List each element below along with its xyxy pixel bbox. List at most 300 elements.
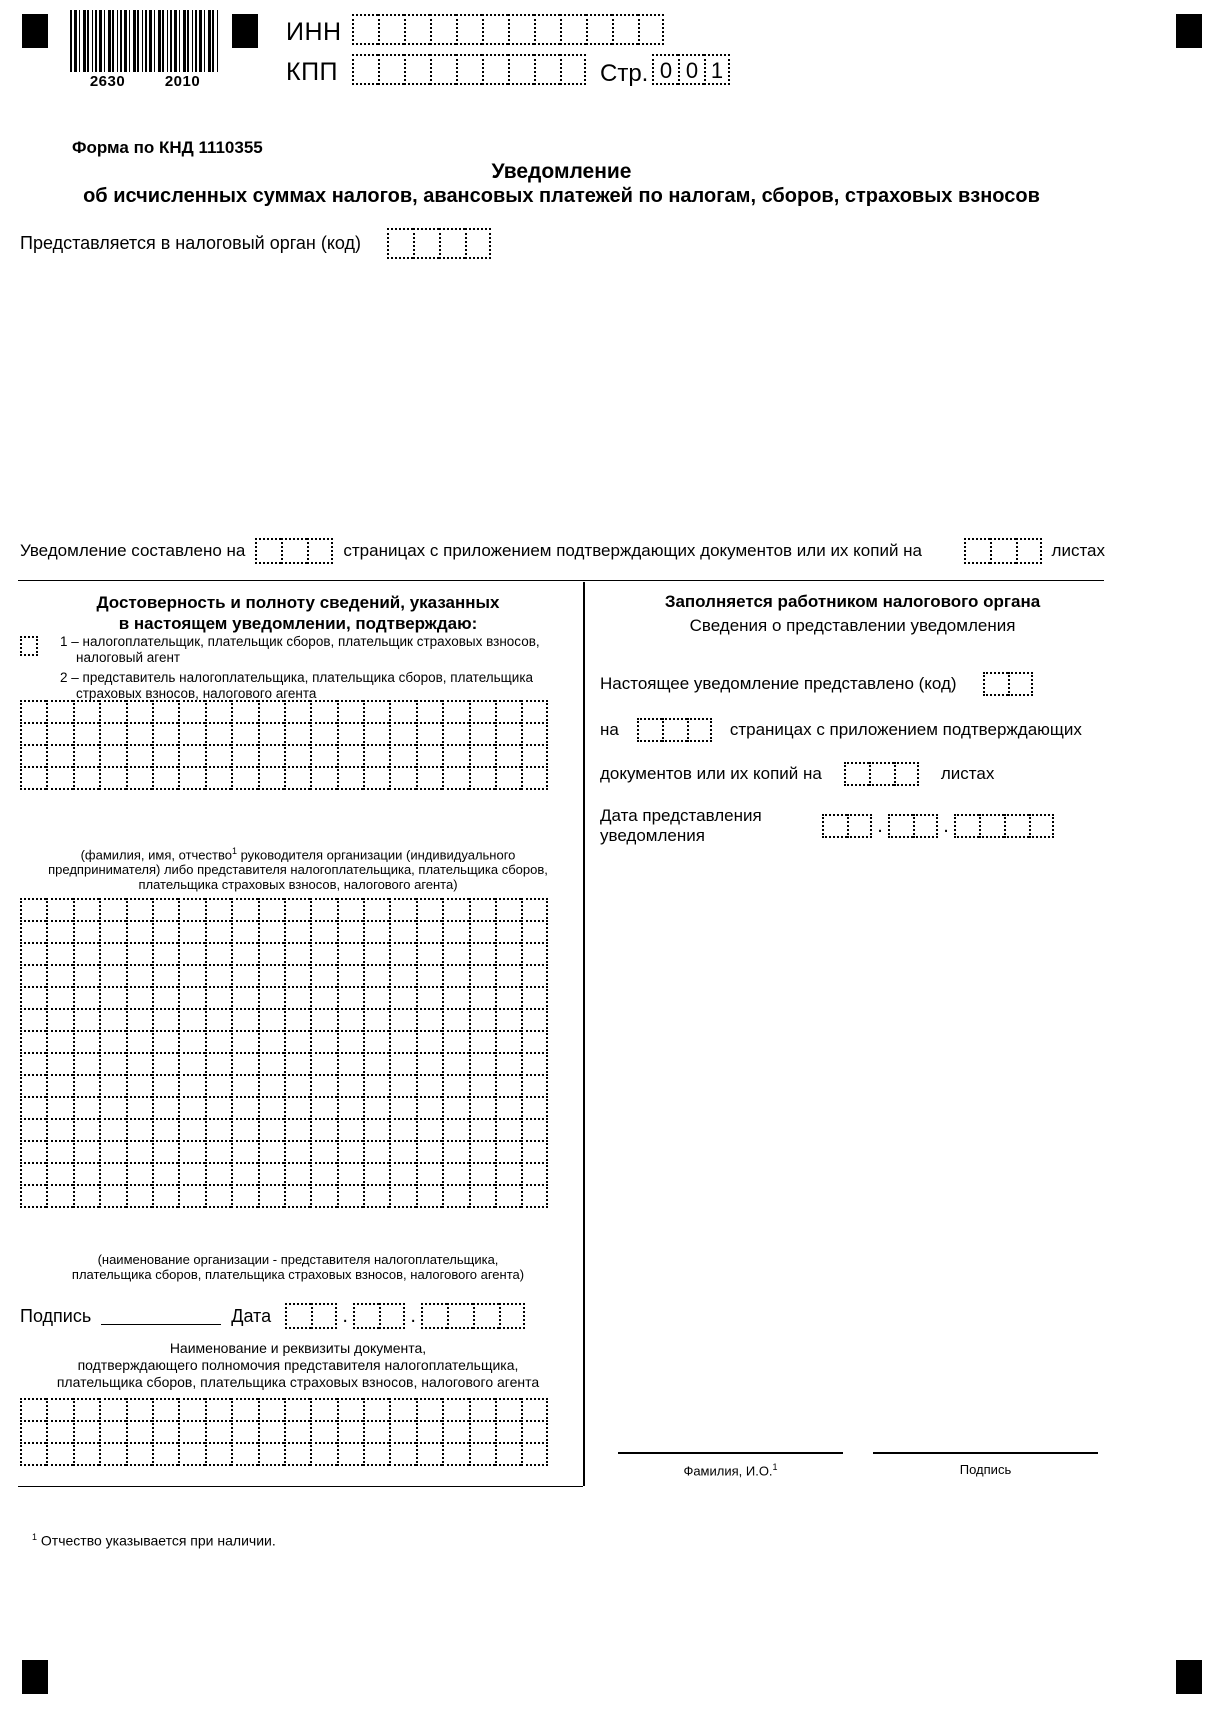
cell[interactable] — [258, 1420, 284, 1444]
cell[interactable] — [495, 722, 521, 746]
cell[interactable] — [495, 898, 521, 922]
cell[interactable] — [1016, 538, 1042, 564]
cell[interactable] — [416, 986, 442, 1010]
cell[interactable] — [499, 1303, 525, 1329]
cell[interactable] — [258, 986, 284, 1010]
cell[interactable] — [73, 1052, 99, 1076]
cell-row[interactable] — [20, 1096, 548, 1120]
cell[interactable] — [284, 1140, 310, 1164]
cell[interactable] — [178, 1096, 204, 1120]
cell[interactable] — [310, 1118, 336, 1142]
cell[interactable] — [337, 1140, 363, 1164]
cell[interactable] — [586, 14, 612, 45]
cell[interactable] — [404, 54, 430, 85]
cell[interactable] — [521, 722, 547, 746]
cell[interactable] — [205, 1030, 231, 1054]
cell-row[interactable] — [20, 1398, 548, 1422]
cell[interactable] — [337, 1096, 363, 1120]
cell[interactable] — [46, 986, 72, 1010]
cell[interactable] — [20, 986, 46, 1010]
cell[interactable] — [46, 1008, 72, 1032]
cell[interactable] — [389, 1052, 415, 1076]
cell-row[interactable] — [20, 1052, 548, 1076]
cell[interactable] — [258, 920, 284, 944]
signature-date-year-input[interactable] — [421, 1303, 525, 1329]
cell[interactable] — [310, 1442, 336, 1466]
cell[interactable] — [442, 1398, 468, 1422]
cell[interactable] — [638, 14, 664, 45]
representative-organization-input[interactable] — [20, 898, 548, 1208]
cell[interactable] — [231, 1074, 257, 1098]
cell[interactable] — [73, 942, 99, 966]
cell[interactable] — [258, 766, 284, 790]
cell[interactable] — [284, 722, 310, 746]
cell[interactable] — [521, 1140, 547, 1164]
cell[interactable] — [442, 1096, 468, 1120]
cell[interactable] — [284, 898, 310, 922]
cell[interactable] — [20, 722, 46, 746]
cell[interactable] — [284, 986, 310, 1010]
cell[interactable] — [258, 898, 284, 922]
cell[interactable] — [378, 14, 404, 45]
cell[interactable] — [46, 1162, 72, 1186]
cell[interactable] — [258, 1096, 284, 1120]
cell[interactable] — [416, 1442, 442, 1466]
cell[interactable] — [310, 964, 336, 988]
cell[interactable] — [178, 1140, 204, 1164]
cell[interactable] — [310, 1008, 336, 1032]
cell[interactable] — [20, 744, 46, 768]
cell[interactable] — [495, 964, 521, 988]
cell[interactable] — [469, 1420, 495, 1444]
cell[interactable] — [152, 920, 178, 944]
cell[interactable] — [126, 1052, 152, 1076]
cell[interactable] — [99, 722, 125, 746]
cell[interactable] — [99, 1008, 125, 1032]
cell[interactable] — [205, 920, 231, 944]
submission-date-month-input[interactable] — [888, 814, 938, 838]
cell[interactable] — [231, 1008, 257, 1032]
cell[interactable] — [73, 1442, 99, 1466]
cell[interactable] — [521, 1030, 547, 1054]
cell[interactable] — [869, 762, 894, 786]
cell[interactable] — [73, 898, 99, 922]
cell[interactable] — [46, 898, 72, 922]
cell[interactable] — [442, 942, 468, 966]
cell[interactable] — [421, 1303, 447, 1329]
cell[interactable] — [205, 700, 231, 724]
cell[interactable] — [20, 636, 38, 656]
cell[interactable] — [284, 766, 310, 790]
cell[interactable] — [152, 942, 178, 966]
cell[interactable] — [913, 814, 938, 838]
cell[interactable] — [46, 1398, 72, 1422]
cell[interactable] — [231, 1162, 257, 1186]
cell[interactable] — [416, 1398, 442, 1422]
cell[interactable] — [178, 1008, 204, 1032]
cell[interactable] — [844, 762, 869, 786]
cell[interactable] — [20, 1052, 46, 1076]
cell[interactable] — [888, 814, 913, 838]
cell[interactable] — [416, 1096, 442, 1120]
cell[interactable] — [378, 54, 404, 85]
cell[interactable] — [231, 1030, 257, 1054]
cell[interactable] — [469, 1118, 495, 1142]
cell[interactable] — [258, 942, 284, 966]
cell[interactable] — [416, 1052, 442, 1076]
cell[interactable] — [258, 700, 284, 724]
cell[interactable] — [363, 986, 389, 1010]
cell-row[interactable] — [20, 700, 548, 724]
cell[interactable] — [231, 744, 257, 768]
cell[interactable] — [363, 1442, 389, 1466]
cell[interactable] — [363, 898, 389, 922]
cell[interactable] — [152, 1420, 178, 1444]
cell[interactable] — [442, 1052, 468, 1076]
cell[interactable] — [416, 1420, 442, 1444]
cell[interactable] — [442, 722, 468, 746]
cell[interactable] — [284, 1420, 310, 1444]
cell[interactable] — [337, 942, 363, 966]
cell[interactable] — [337, 1030, 363, 1054]
cell[interactable] — [469, 942, 495, 966]
tax-authority-code-input[interactable] — [387, 228, 491, 259]
cell[interactable] — [442, 766, 468, 790]
cell[interactable] — [284, 1184, 310, 1208]
cell[interactable] — [389, 986, 415, 1010]
cell[interactable] — [310, 1398, 336, 1422]
cell[interactable] — [416, 1184, 442, 1208]
cell[interactable] — [99, 700, 125, 724]
cell[interactable] — [46, 1074, 72, 1098]
cell[interactable] — [73, 1008, 99, 1032]
cell[interactable] — [337, 744, 363, 768]
cell[interactable] — [152, 1140, 178, 1164]
cell[interactable] — [473, 1303, 499, 1329]
cell[interactable] — [469, 744, 495, 768]
cell[interactable] — [99, 1162, 125, 1186]
cell[interactable] — [99, 1096, 125, 1120]
cell[interactable] — [20, 1420, 46, 1444]
cell[interactable] — [310, 700, 336, 724]
cell[interactable] — [284, 1052, 310, 1076]
cell[interactable] — [310, 1420, 336, 1444]
cell[interactable] — [258, 1118, 284, 1142]
cell[interactable] — [99, 986, 125, 1010]
cell[interactable] — [20, 1442, 46, 1466]
cell[interactable] — [521, 1184, 547, 1208]
cell[interactable] — [205, 1052, 231, 1076]
cell[interactable] — [495, 986, 521, 1010]
cell[interactable] — [178, 1420, 204, 1444]
cell[interactable] — [126, 1398, 152, 1422]
cell[interactable] — [389, 1030, 415, 1054]
cell[interactable] — [205, 1140, 231, 1164]
cell[interactable] — [20, 766, 46, 790]
cell[interactable] — [416, 744, 442, 768]
cell[interactable] — [46, 1096, 72, 1120]
cell[interactable] — [521, 986, 547, 1010]
cell[interactable] — [46, 1442, 72, 1466]
cell[interactable] — [258, 744, 284, 768]
cell[interactable] — [363, 766, 389, 790]
cell[interactable] — [363, 722, 389, 746]
cell[interactable] — [469, 700, 495, 724]
cell[interactable] — [389, 1442, 415, 1466]
cell[interactable] — [337, 920, 363, 944]
cell-row[interactable] — [20, 1184, 548, 1208]
cell[interactable] — [281, 538, 307, 564]
cell[interactable] — [126, 700, 152, 724]
cell[interactable] — [363, 1052, 389, 1076]
cell[interactable] — [337, 722, 363, 746]
cell[interactable] — [389, 1096, 415, 1120]
cell[interactable] — [964, 538, 990, 564]
cell[interactable] — [442, 1118, 468, 1142]
cell-row[interactable] — [20, 1118, 548, 1142]
cell[interactable] — [469, 1030, 495, 1054]
kpp-input[interactable] — [352, 54, 586, 85]
cell[interactable] — [416, 766, 442, 790]
cell-row[interactable] — [20, 1074, 548, 1098]
cell[interactable] — [389, 744, 415, 768]
cell[interactable] — [469, 1442, 495, 1466]
cell[interactable] — [152, 1118, 178, 1142]
cell[interactable] — [442, 1030, 468, 1054]
cell[interactable] — [284, 1096, 310, 1120]
cell[interactable] — [894, 762, 919, 786]
cell[interactable] — [389, 1074, 415, 1098]
cell[interactable] — [20, 1118, 46, 1142]
cell[interactable] — [231, 1420, 257, 1444]
submission-sheets-input[interactable] — [844, 762, 919, 786]
cell[interactable] — [284, 1398, 310, 1422]
cell[interactable] — [231, 1442, 257, 1466]
cell[interactable] — [205, 1184, 231, 1208]
cell[interactable] — [521, 1442, 547, 1466]
cell[interactable] — [46, 1030, 72, 1054]
cell[interactable] — [258, 1030, 284, 1054]
cell[interactable] — [231, 722, 257, 746]
cell[interactable] — [363, 1184, 389, 1208]
cell[interactable] — [560, 14, 586, 45]
cell[interactable] — [73, 722, 99, 746]
page-number-input[interactable] — [652, 54, 730, 85]
cell[interactable] — [521, 1074, 547, 1098]
cell[interactable] — [152, 898, 178, 922]
signer-type-input[interactable] — [20, 636, 38, 656]
cell[interactable] — [126, 898, 152, 922]
cell[interactable] — [73, 1420, 99, 1444]
cell[interactable] — [822, 814, 847, 838]
cell[interactable] — [284, 1162, 310, 1186]
cell[interactable] — [990, 538, 1016, 564]
cell[interactable] — [310, 1096, 336, 1120]
cell[interactable] — [337, 700, 363, 724]
cell[interactable] — [416, 722, 442, 746]
cell[interactable] — [337, 1118, 363, 1142]
cell[interactable] — [389, 700, 415, 724]
cell[interactable] — [469, 1052, 495, 1076]
cell[interactable] — [258, 1140, 284, 1164]
cell[interactable] — [152, 1096, 178, 1120]
cell[interactable] — [508, 54, 534, 85]
cell[interactable] — [363, 1074, 389, 1098]
cell[interactable] — [442, 1074, 468, 1098]
cell[interactable] — [389, 1398, 415, 1422]
cell[interactable] — [126, 722, 152, 746]
cell[interactable] — [363, 920, 389, 944]
cell[interactable] — [416, 920, 442, 944]
cell[interactable] — [284, 1008, 310, 1032]
cell[interactable] — [231, 986, 257, 1010]
cell[interactable] — [205, 1420, 231, 1444]
cell[interactable] — [389, 898, 415, 922]
submission-date-year-input[interactable] — [954, 814, 1054, 838]
cell[interactable] — [310, 920, 336, 944]
cell[interactable] — [637, 718, 662, 742]
cell[interactable] — [508, 14, 534, 45]
cell[interactable] — [389, 1184, 415, 1208]
cell[interactable] — [495, 1008, 521, 1032]
cell[interactable] — [521, 1420, 547, 1444]
cell[interactable] — [20, 1096, 46, 1120]
cell[interactable] — [352, 14, 378, 45]
cell[interactable] — [521, 964, 547, 988]
cell[interactable] — [258, 964, 284, 988]
cell[interactable] — [442, 964, 468, 988]
cell[interactable] — [73, 1118, 99, 1142]
cell[interactable] — [284, 1118, 310, 1142]
cell[interactable] — [231, 920, 257, 944]
cell[interactable] — [389, 722, 415, 746]
cell-row[interactable] — [20, 1162, 548, 1186]
cell[interactable] — [126, 1162, 152, 1186]
cell[interactable] — [389, 942, 415, 966]
cell[interactable] — [612, 14, 638, 45]
cell[interactable] — [231, 1184, 257, 1208]
cell[interactable] — [258, 1442, 284, 1466]
cell[interactable] — [152, 1398, 178, 1422]
cell[interactable] — [284, 964, 310, 988]
cell[interactable] — [178, 1030, 204, 1054]
tax-officer-sign-line[interactable] — [873, 1452, 1098, 1454]
cell[interactable] — [20, 1030, 46, 1054]
cell[interactable] — [178, 1074, 204, 1098]
cell[interactable] — [442, 1184, 468, 1208]
cell-row[interactable] — [20, 766, 548, 790]
cell[interactable] — [20, 1184, 46, 1208]
cell[interactable] — [178, 1442, 204, 1466]
cell[interactable] — [99, 964, 125, 988]
cell[interactable] — [310, 1074, 336, 1098]
cell[interactable] — [430, 54, 456, 85]
cell[interactable] — [521, 1118, 547, 1142]
cell-row[interactable] — [20, 1140, 548, 1164]
cell[interactable] — [284, 1030, 310, 1054]
cell[interactable] — [46, 1118, 72, 1142]
cell[interactable] — [363, 942, 389, 966]
cell[interactable] — [205, 898, 231, 922]
cell[interactable] — [469, 766, 495, 790]
cell[interactable] — [456, 14, 482, 45]
cell[interactable] — [73, 766, 99, 790]
cell[interactable] — [521, 1052, 547, 1076]
cell[interactable] — [99, 942, 125, 966]
cell[interactable] — [20, 964, 46, 988]
cell[interactable] — [521, 1398, 547, 1422]
cell[interactable]: 0 — [652, 54, 678, 85]
cell-row[interactable] — [20, 942, 548, 966]
cell[interactable] — [534, 54, 560, 85]
cell[interactable] — [495, 1140, 521, 1164]
cell[interactable] — [178, 744, 204, 768]
cell[interactable] — [126, 1140, 152, 1164]
cell[interactable] — [521, 920, 547, 944]
cell[interactable] — [337, 766, 363, 790]
cell[interactable] — [46, 1140, 72, 1164]
cell[interactable] — [442, 700, 468, 724]
submission-code-input[interactable] — [983, 672, 1033, 696]
cell-row[interactable] — [20, 1008, 548, 1032]
cell[interactable] — [178, 1162, 204, 1186]
cell[interactable] — [442, 744, 468, 768]
cell-row[interactable] — [20, 744, 548, 768]
cell[interactable] — [46, 700, 72, 724]
cell[interactable] — [416, 1118, 442, 1142]
cell[interactable] — [310, 1184, 336, 1208]
cell[interactable] — [73, 700, 99, 724]
cell[interactable] — [258, 722, 284, 746]
cell[interactable] — [495, 766, 521, 790]
cell[interactable] — [99, 1420, 125, 1444]
cell[interactable] — [310, 722, 336, 746]
cell[interactable] — [456, 54, 482, 85]
cell[interactable] — [469, 1074, 495, 1098]
cell[interactable] — [363, 1008, 389, 1032]
cell[interactable] — [413, 228, 439, 259]
cell[interactable] — [178, 920, 204, 944]
cell[interactable] — [99, 766, 125, 790]
cell[interactable] — [284, 920, 310, 944]
cell[interactable] — [231, 898, 257, 922]
cell[interactable] — [495, 1184, 521, 1208]
cell[interactable] — [389, 1118, 415, 1142]
cell[interactable] — [258, 1398, 284, 1422]
cell[interactable] — [310, 942, 336, 966]
cell[interactable] — [73, 1140, 99, 1164]
cell[interactable] — [469, 898, 495, 922]
cell[interactable] — [521, 1008, 547, 1032]
cell[interactable] — [495, 1074, 521, 1098]
cell[interactable] — [258, 1074, 284, 1098]
cell[interactable] — [152, 1030, 178, 1054]
cell[interactable] — [389, 1162, 415, 1186]
cell[interactable] — [46, 1420, 72, 1444]
cell[interactable] — [442, 1162, 468, 1186]
cell[interactable] — [983, 672, 1008, 696]
cell[interactable] — [258, 1052, 284, 1076]
cell[interactable] — [521, 744, 547, 768]
inn-input[interactable] — [352, 14, 664, 45]
cell[interactable] — [465, 228, 491, 259]
cell[interactable]: 1 — [704, 54, 730, 85]
cell[interactable] — [337, 964, 363, 988]
cell[interactable] — [73, 986, 99, 1010]
cell[interactable] — [231, 1096, 257, 1120]
cell[interactable] — [363, 1420, 389, 1444]
cell[interactable] — [442, 1442, 468, 1466]
